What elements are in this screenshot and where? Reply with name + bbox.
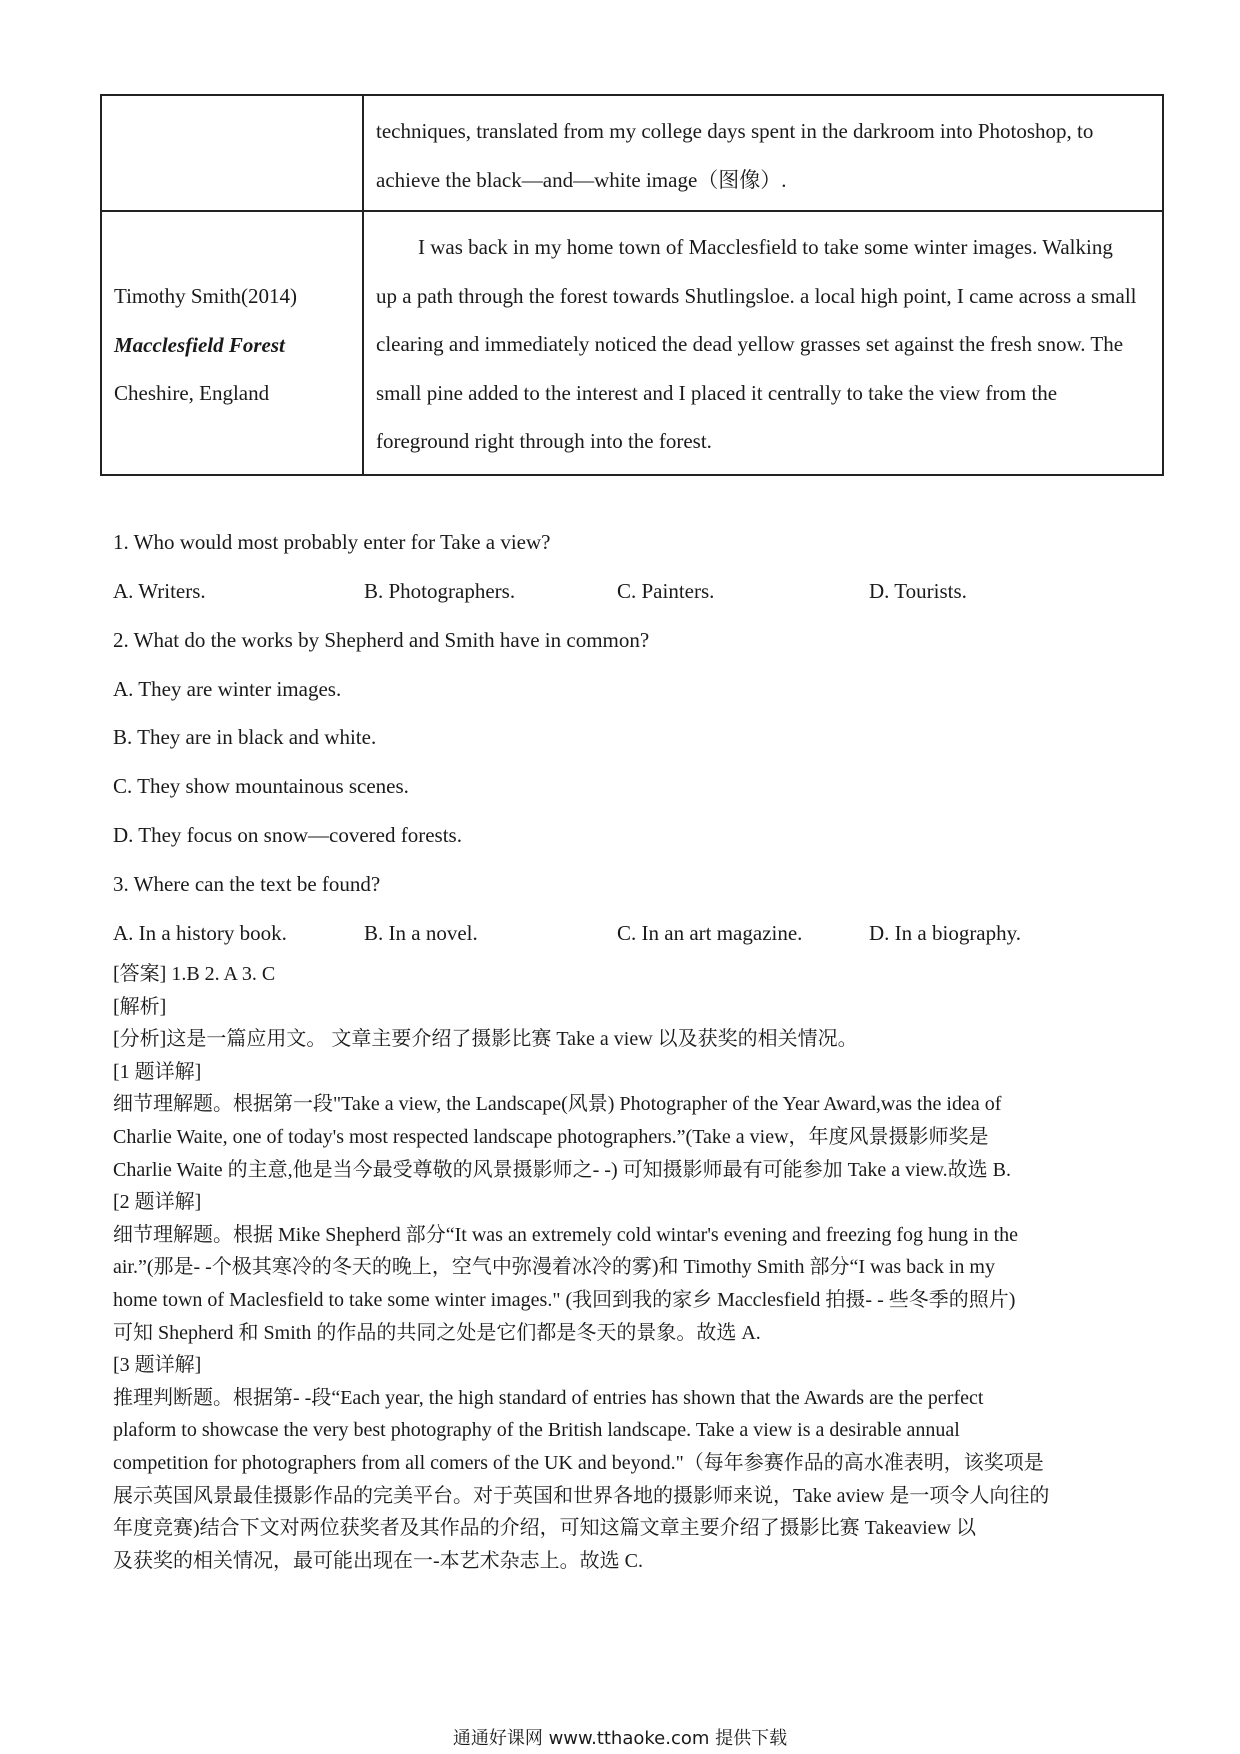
- question-stem: 2. What do the works by Shepherd and Smith have in common?: [113, 628, 650, 652]
- answer-line: [3 题详解]: [113, 1354, 202, 1377]
- table-row: [102, 96, 1162, 210]
- description-line: I was back in my home town of Macclesfield to take some winter images. Walking: [418, 235, 1113, 259]
- answer-line: Charlie Waite 的主意,他是当今最受尊敬的风景摄影师之- -) 可知摄影师最有可能参加 Take a view.故选 B.: [113, 1158, 1011, 1181]
- table-cell-description: [364, 96, 1162, 210]
- question-option: D. In a biography.: [869, 921, 1022, 945]
- table-cell-empty: [102, 96, 364, 210]
- work-location: Cheshire, England: [114, 381, 270, 405]
- description-line: achieve the black—and—white image（图像）.: [376, 167, 787, 192]
- answer-line: 及获奖的相关情况，最可能出现在一-本艺术杂志上。故选 C.: [113, 1549, 643, 1572]
- answer-explanation: [113, 958, 1133, 1577]
- table-cell-description: [364, 212, 1162, 474]
- description-line: foreground right through into the forest.: [376, 429, 712, 453]
- question-stem: 1. Who would most probably enter for Take a view?: [113, 530, 551, 554]
- question-option: D. They focus on snow—covered forests.: [113, 823, 462, 847]
- question-option: A. Writers.: [113, 579, 206, 603]
- question-option: C. In an art magazine.: [617, 921, 803, 945]
- table-row: [102, 210, 1162, 474]
- answer-line: 推理判断题。根据第- -段“Each year, the high standard of entries has shown that the Awards are the perfect: [113, 1386, 984, 1409]
- table-cell-author: [102, 212, 364, 474]
- answer-line: competition for photographers from all comers of the UK and beyond."（每年参赛作品的高水准表明，该奖项是: [113, 1451, 1044, 1474]
- question-option: C. Painters.: [617, 579, 715, 603]
- answer-line: [1 题详解]: [113, 1060, 202, 1083]
- info-table: [100, 94, 1164, 476]
- answer-line: 细节理解题。根据第一段"Take a view, the Landscape(风景) Photographer of the Year Award,was the idea of: [113, 1093, 1002, 1116]
- question-option: D. Tourists.: [869, 579, 967, 603]
- answer-line: [解析]: [113, 995, 167, 1018]
- question-option: A. In a history book.: [113, 921, 287, 945]
- description-line: clearing and immediately noticed the dead yellow grasses set against the fresh snow. The: [376, 332, 1124, 356]
- page-footer: 通通好课网 www.tthaoke.com 提供下载: [452, 1728, 788, 1749]
- question-option: A. They are winter images.: [113, 677, 342, 701]
- description-line: techniques, translated from my college days spent in the darkroom into Photoshop, to: [376, 119, 1094, 143]
- answer-line: [2 题详解]: [113, 1191, 202, 1214]
- question-stem: 3. Where can the text be found?: [113, 872, 381, 896]
- answer-line: plaform to showcase the very best photography of the British landscape. Take a view is a desirable annual: [113, 1419, 960, 1442]
- answer-line: Charlie Waite, one of today's most respected landscape photographers.”(Take a view，年度风景摄影师奖是: [113, 1125, 989, 1148]
- answer-line: [分析]这是一篇应用文。 文章主要介绍了摄影比赛 Take a view 以及获奖的相关情况。: [113, 1028, 858, 1051]
- answer-line: 年度竞赛)结合下文对两位获奖者及其作品的介绍，可知这篇文章主要介绍了摄影比赛 Takeaview 以: [113, 1517, 976, 1540]
- answer-line: 可知 Shepherd 和 Smith 的作品的共同之处是它们都是冬天的景象。故选 A.: [113, 1321, 761, 1344]
- question-option: B. Photographers.: [364, 579, 516, 603]
- description-line: up a path through the forest towards Shutlingsloe. a local high point, I came across a small: [376, 283, 1137, 308]
- answer-line: [答案] 1.B 2. A 3. C: [113, 963, 276, 985]
- description-line: small pine added to the interest and I placed it centrally to take the view from the: [376, 380, 1058, 405]
- answer-line: 展示英国风景最佳摄影作品的完美平台。对于英国和世界各地的摄影师来说，Take aview 是一项令人向往的: [113, 1484, 1050, 1507]
- question-option: B. They are in black and white.: [113, 725, 377, 749]
- question-option: B. In a novel.: [364, 921, 478, 945]
- work-title: Macclesfield Forest: [114, 332, 285, 357]
- answer-line: home town of Maclesfield to take some winter images." (我回到我的家乡 Macclesfield 拍摄- - 些冬季的照片): [113, 1288, 1016, 1311]
- question-option: C. They show mountainous scenes.: [113, 774, 409, 798]
- author-name: Timothy Smith(2014): [114, 284, 298, 308]
- answer-line: air.”(那是- -个极其寒冷的冬天的晚上，空气中弥漫着冰冷的雾)和 Timothy Smith 部分“I was back in my: [113, 1256, 995, 1279]
- answer-line: 细节理解题。根据 Mike Shepherd 部分“It was an extremely cold wintar's evening and freezing fog hung in the: [113, 1223, 1019, 1246]
